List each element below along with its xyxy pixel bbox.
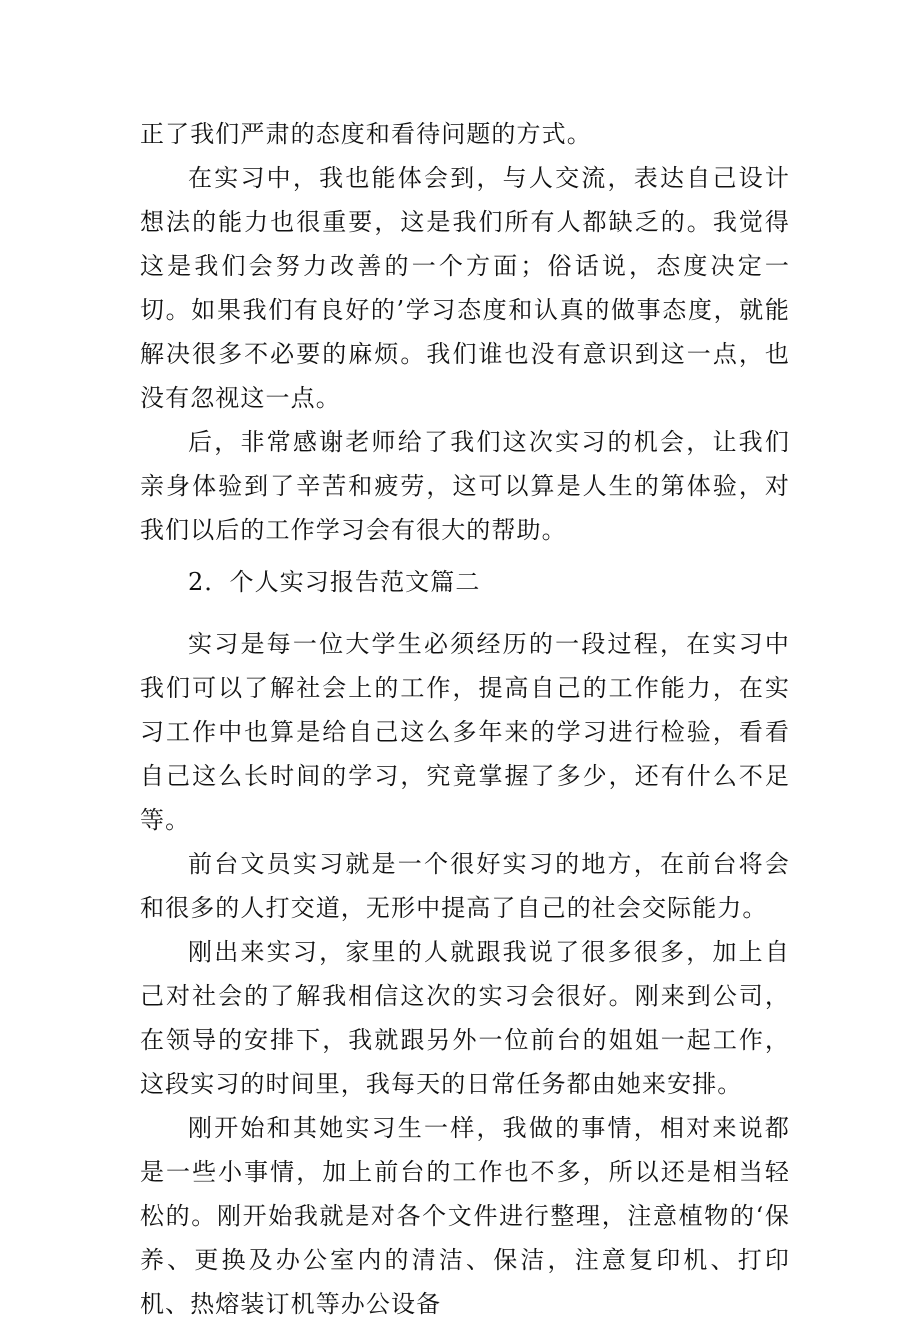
section-heading: 2．个人实习报告范文篇二 — [188, 568, 481, 596]
paragraph-thanks: 后，非常感谢老师给了我们这次实习的机会，让我们亲身体验到了辛苦和疲劳，这可以算是人生的第体验，对我们以后的工作学习会有很大的帮助。 — [140, 428, 790, 544]
paragraph-front-desk: 前台文员实习就是一个很好实习的地方，在前台将会和很多的人打交道，无形中提高了自己的社会交际能力。 — [140, 850, 790, 922]
paragraph-communication: 在实习中，我也能体会到，与人交流，表达自己设计想法的能力也很重要，这是我们所有人都缺乏的。我觉得这是我们会努力改善的一个方面；俗话说，态度决定一切。如果我们有良好的’学习态度和认真的做事态度，就能解决很多不必要的麻烦。我们谁也没有意识到这一点，也没有忽视这一点。 — [140, 164, 790, 412]
paragraph-continuation: 正了我们严肃的态度和看待问题的方式。 — [140, 120, 592, 148]
document-page — [140, 112, 790, 1326]
paragraph-arrival: 刚出来实习，家里的人就跟我说了很多很多，加上自己对社会的了解我相信这次的实习会很好。刚来到公司，在领导的安排下，我就跟另外一位前台的姐姐一起工作，这段实习的时间里，我每天的日常任务都由她来安排。 — [140, 938, 790, 1098]
paragraph-tasks: 刚开始和其她实习生一样，我做的事情，相对来说都是一些小事情，加上前台的工作也不多，所以还是相当轻松的。刚开始我就是对各个文件进行整理，注意植物的‘保养、更换及办公室内的清洁、保洁，注意复印机、打印机、热熔装订机等办公设备 — [140, 1114, 790, 1318]
paragraph-intro: 实习是每一位大学生必须经历的一段过程，在实习中我们可以了解社会上的工作，提高自己的工作能力，在实习工作中也算是给自己这么多年来的学习进行检验，看看自己这么长时间的学习，究竟掌握了多少，还有什么不足等。 — [140, 630, 790, 834]
